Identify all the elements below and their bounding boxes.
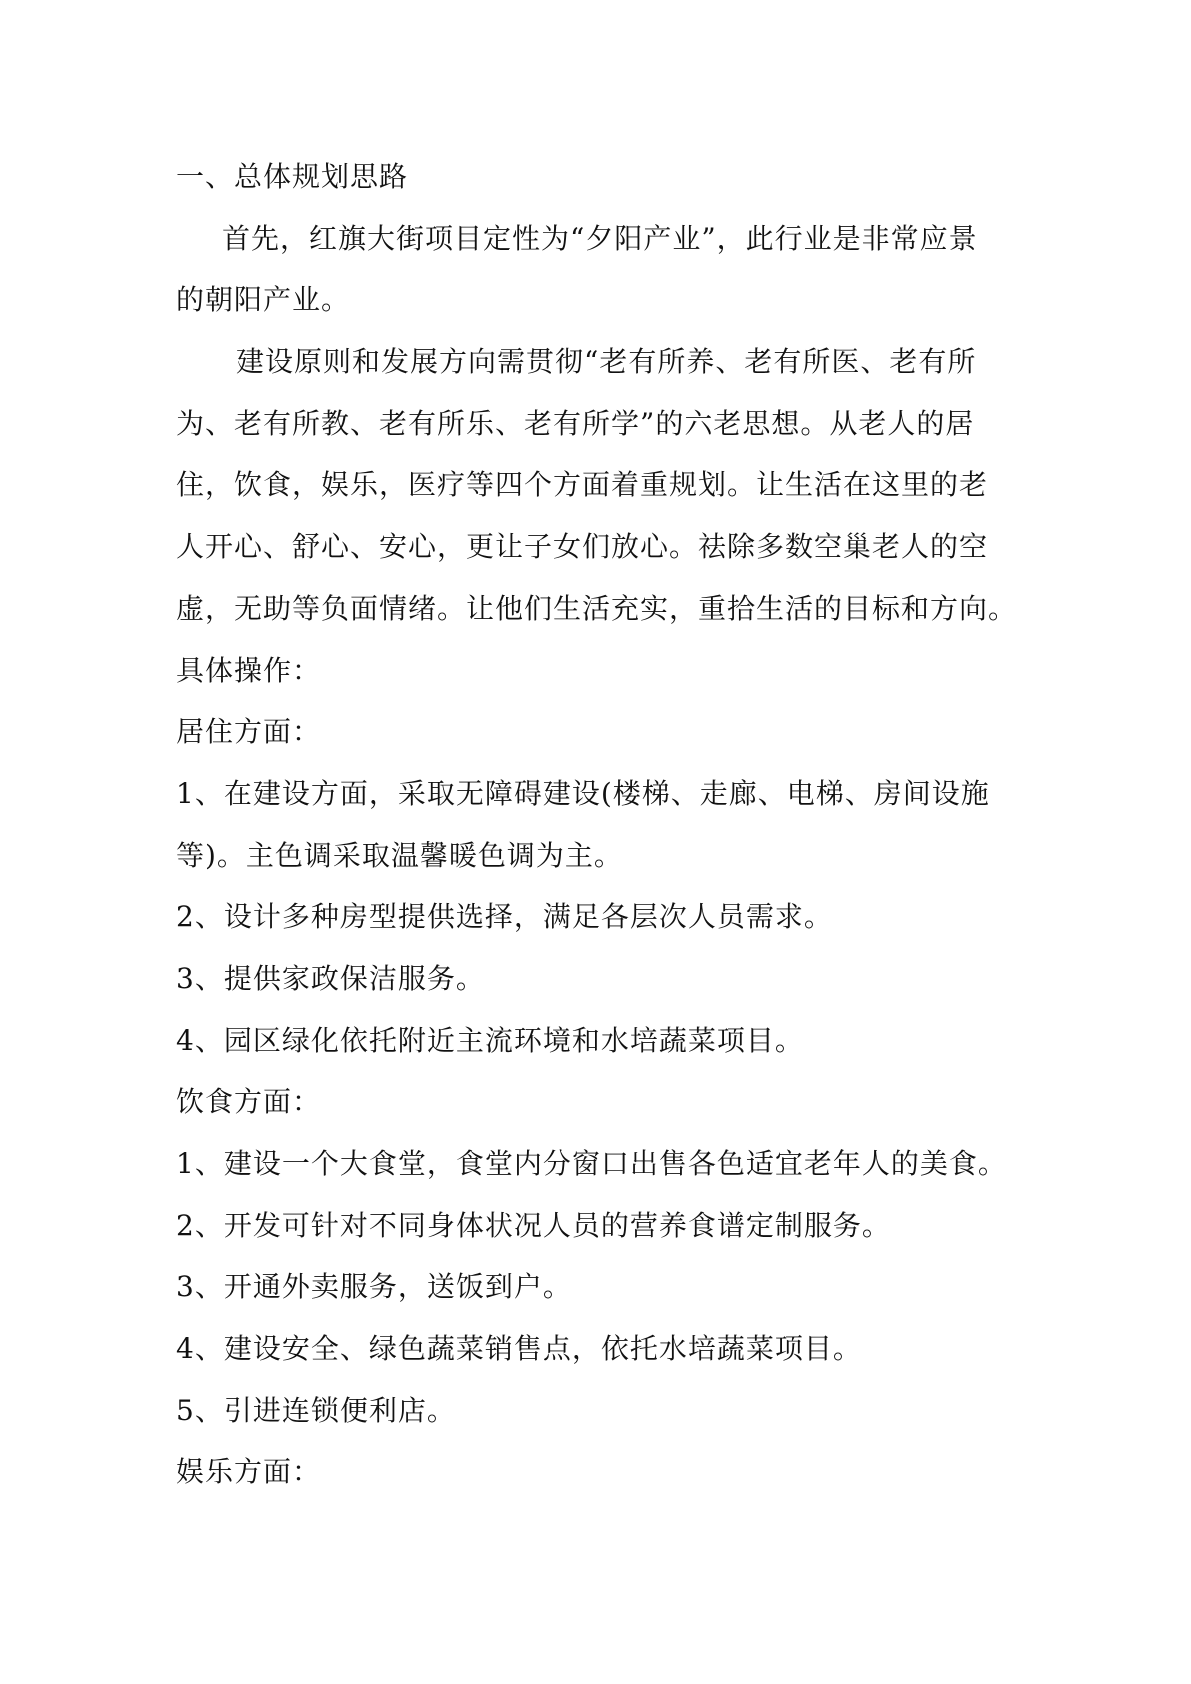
housing-item: 4、园区绿化依托附近主流环境和水培蔬菜项目。 <box>176 1023 804 1057</box>
principle-paragraph-line: 住，饮食，娱乐，医疗等四个方面着重规划。让生活在这里的老 <box>176 468 989 502</box>
food-item: 1、建设一个大食堂，食堂内分窗口出售各色适宜老年人的美食。 <box>176 1147 1007 1180</box>
food-item: 5、引进连锁便利店。 <box>176 1393 456 1427</box>
principle-paragraph-line: 虚，无助等负面情绪。让他们生活充实，重拾生活的目标和方向。 <box>176 591 1018 625</box>
food-heading: 饮食方面： <box>176 1085 322 1119</box>
principle-paragraph-line: 为、老有所教、老有所乐、老有所学”的六老思想。从老人的居 <box>176 406 975 440</box>
housing-item: 等)。主色调采取温馨暖色调为主。 <box>176 838 623 872</box>
principle-paragraph-line: 人开心、舒心、安心，更让子女们放心。祛除多数空巢老人的空 <box>176 530 989 564</box>
housing-item: 1、在建设方面，采取无障碍建设(楼梯、走廊、电梯、房间设施 <box>176 776 990 810</box>
food-item: 4、建设安全、绿色蔬菜销售点，依托水培蔬菜项目。 <box>176 1332 862 1366</box>
food-item: 3、开通外卖服务，送饭到户。 <box>176 1270 572 1304</box>
housing-heading: 居住方面： <box>176 715 322 749</box>
intro-paragraph-line: 首先，红旗大街项目定性为“夕阳产业”，此行业是非常应景 <box>222 221 978 255</box>
food-item: 2、开发可针对不同身体状况人员的营养食谱定制服务。 <box>176 1208 891 1242</box>
housing-item: 2、设计多种房型提供选择，满足各层次人员需求。 <box>176 900 833 934</box>
entertainment-heading: 娱乐方面： <box>176 1455 322 1489</box>
operations-heading: 具体操作： <box>176 653 322 687</box>
intro-paragraph-line: 的朝阳产业。 <box>176 283 351 317</box>
document-body <box>176 146 1026 1503</box>
principle-paragraph-line: 建设原则和发展方向需贯彻“老有所养、老有所医、老有所 <box>236 345 977 379</box>
housing-item: 3、提供家政保洁服务。 <box>176 961 485 995</box>
section-heading: 一、总体规划思路 <box>176 160 409 193</box>
